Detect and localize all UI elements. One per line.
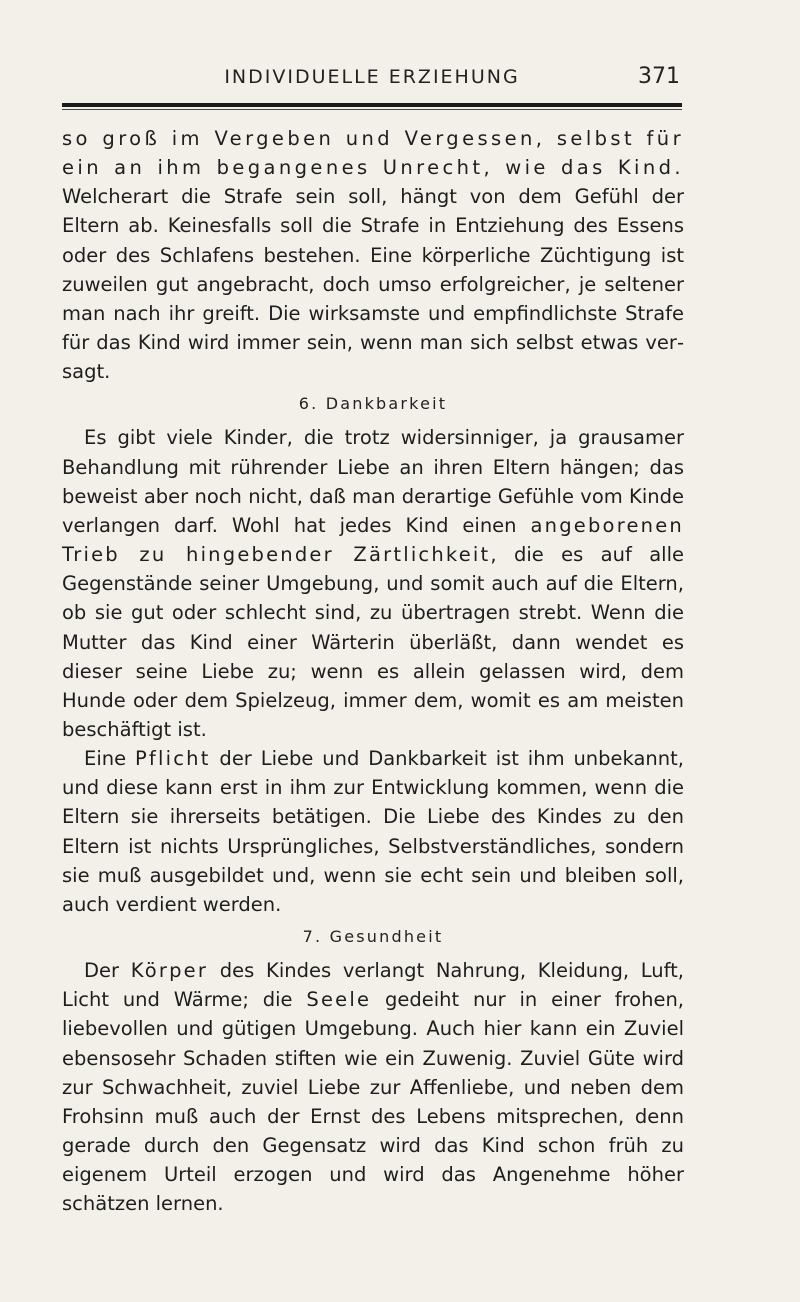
- paragraph-4-spaced-2: Seele: [306, 988, 372, 1012]
- page-number: 371: [638, 64, 680, 89]
- paragraph-4-text-c: gedeiht nur in einer frohen, liebevollen und gütigen Umgebung. Auch hier kann ein Zuviel ebensosehr Schaden stiften wie ein Zuwenig. Zuviel Güte wird zur Schwachheit, zuviel Liebe zur Affenliebe, und neben dem Frohsinn muß auch der Ernst des Lebens mitsprechen, denn gerade durch den Gegensatz wird das Kind schon früh zu eigenem Urteil erzogen und wird das Angenehme höher schätzen lernen.: [62, 988, 684, 1216]
- paragraph-3-text-b: der Liebe und Dankbarkeit ist ihm unbekannt, und diese kann erst in ihm zur Entwicklung kommen, wenn die Eltern sie ihrerseits betätigen. Die Liebe des Kindes zu den Eltern ist nichts Ursprüngliches, Selbstverständliches, sondern sie muß ausgebildet und, wenn sie echt sein und bleiben soll, auch verdient werden.: [62, 747, 684, 916]
- paragraph-4-spaced-1: Körper: [130, 959, 209, 983]
- section-heading-gesundheit: 7. Gesundheit: [302, 927, 444, 947]
- paragraph-4-text-a: Der: [84, 959, 131, 983]
- body-text: [62, 124, 684, 1218]
- paragraph-2-text-b: , die es auf alle Gegenstände seiner Umgebung, und somit auch auf die Eltern, ob sie gut oder schlecht sind, zu übertragen strebt. Wenn die Mutter das Kind einer Wärterin überläßt, dann wendet es dieser seine Liebe zu; wenn es allein gelassen wird, dem Hunde oder dem Spielzeug, immer dem, womit es am meisten beschäftigt ist.: [62, 543, 684, 741]
- paragraph-3-text-a: Eine: [84, 747, 135, 771]
- paragraph-2-text-a: Es gibt viele Kinder, die trotz widersinniger, ja grausamer Behandlung mit rührender Liebe an ihren Eltern hängen; das beweist aber noch nicht, daß man derartige Gefühle vom Kinde verlangen darf. Wohl hat jedes Kind einen: [62, 426, 684, 537]
- paragraph-3: [62, 744, 684, 919]
- paragraph-3-spaced: Pflicht: [134, 747, 211, 771]
- paragraph-2-spaced: angeborenen Trieb zu hingebender Zärtlichkeit: [62, 513, 684, 567]
- paragraph-4: [62, 956, 684, 1218]
- section-heading-dankbarkeit: 6. Dankbarkeit: [298, 394, 448, 414]
- paragraph-2: [62, 423, 684, 744]
- page-header: [62, 62, 682, 100]
- paragraph-1-spaced: so groß im Vergeben und Vergessen, selbst für ein an ihm begangenes Unrecht, wie das Kind.: [62, 127, 684, 180]
- paragraph-1: [62, 124, 684, 386]
- running-title: INDIVIDUELLE ERZIEHUNG: [224, 66, 520, 88]
- header-rule-thin: [62, 109, 682, 110]
- paragraph-1-text: Welcherart die Strafe sein soll, hängt von dem Gefühl der Eltern ab. Keinesfalls soll die Strafe in Entziehung des Essens oder des Schlafens bestehen. Eine körperliche Züchtigung ist zuweilen gut angebracht, doch umso erfolgreicher, je seltener man nach ihr greift. Die wirksamste und empfindlichste Strafe für das Kind wird immer sein, wenn man sich selbst etwas versagt.: [62, 185, 684, 384]
- header-rule-thick: [62, 103, 682, 107]
- paragraph-4-text-b: des Kindes verlangt Nahrung, Kleidung, Luft, Licht und Wärme; die: [62, 959, 684, 1012]
